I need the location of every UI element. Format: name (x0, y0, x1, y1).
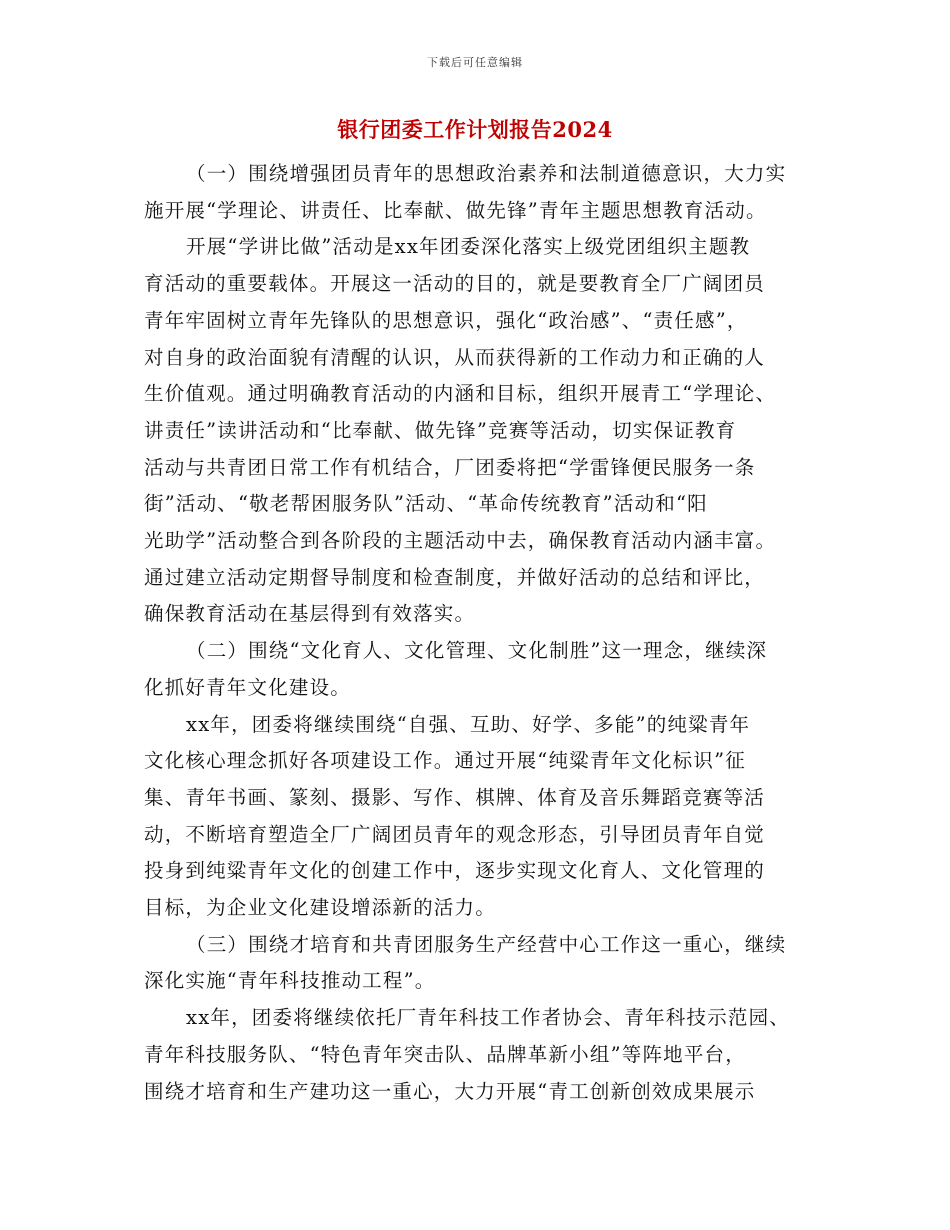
paragraph-line: xx年，团委将继续围绕“自强、互助、好学、多能”的纯粱青年 (186, 712, 751, 736)
paragraph (144, 1000, 812, 1110)
paragraph-line: 青年牢固树立青年先锋队的思想意识，强化“政治感”、“责任感”， (144, 308, 748, 332)
paragraph (144, 927, 812, 1000)
paragraph-line: 投身到纯粱青年文化的创建工作中，逐步实现文化育人、文化管理的 (144, 859, 766, 883)
paragraph-line: 开展“学讲比做”活动是xx年团委深化落实上级党团组织主题教 (186, 235, 751, 259)
paragraph-line: 街”活动、“敬老帮困服务队”活动、“革命传统教育”活动和“阳 (144, 492, 708, 516)
paragraph-line: 育活动的重要载体。开展这一活动的目的，就是要教育全厂广阔团员 (144, 272, 766, 296)
paragraph (144, 156, 812, 229)
page-header-note: 下载后可任意编辑 (427, 56, 523, 69)
paragraph (144, 633, 812, 706)
paragraph-line: （一）围绕增强团员青年的思想政治素养和法制道德意识，大力实 (186, 162, 787, 185)
paragraph (144, 229, 812, 633)
paragraph-line: 施开展“学理论、讲责任、比奉献、做先锋”青年主题思想教育活动。 (144, 198, 767, 222)
paragraph-line: 深化实施“青年科技推动工程”。 (144, 969, 436, 993)
paragraph-line: 文化核心理念抓好各项建设工作。通过开展“纯粱青年文化标识”征 (144, 749, 746, 773)
paragraph-line: 围绕才培育和生产建功这一重心，大力开展“青工创新创效成果展示 (144, 1079, 756, 1103)
paragraph-line: （二）围绕“文化育人、文化管理、文化制胜”这一理念，继续深 (186, 639, 768, 663)
paragraph-line: 化抓好青年文化建设。 (144, 675, 352, 699)
paragraph-line: 活动与共青团日常工作有机结合，厂团委将把“学雷锋便民服务一条 (144, 455, 756, 479)
paragraph-line: 光助学”活动整合到各阶段的主题活动中去，确保教育活动内涵丰富。 (144, 529, 777, 553)
paragraph-line: 讲责任”读讲活动和“比奉献、做先锋”竞赛等活动，切实保证教育 (144, 418, 737, 442)
paragraph (144, 707, 812, 927)
document-body (144, 156, 812, 1110)
paragraph-line: 目标，为企业文化建设增添新的活力。 (144, 896, 496, 920)
paragraph-line: （三）围绕才培育和共青团服务生产经营中心工作这一重心，继续 (186, 932, 787, 956)
paragraph-line: 生价值观。通过明确教育活动的内涵和目标，组织开展青工“学理论、 (144, 382, 777, 406)
paragraph-line: xx年，团委将继续依托厂青年科技工作者协会、青年科技示范园、 (186, 1006, 790, 1030)
paragraph-line: 青年科技服务队、“特色青年突击队、品牌革新小组”等阵地平台， (144, 1042, 746, 1066)
document-title: 银行团委工作计划报告2024 (337, 117, 613, 142)
paragraph-line: 对自身的政治面貌有清醒的认识，从而获得新的工作动力和正确的人 (144, 345, 766, 369)
paragraph-line: 集、青年书画、篆刻、摄影、写作、棋牌、体育及音乐舞蹈竞赛等活 (144, 785, 766, 809)
paragraph-line: 确保教育活动在基层得到有效落实。 (144, 602, 476, 626)
paragraph-line: 动，不断培育塑造全厂广阔团员青年的观念形态，引导团员青年自觉 (144, 822, 766, 846)
paragraph-line: 通过建立活动定期督导制度和检查制度，并做好活动的总结和评比， (144, 565, 766, 589)
